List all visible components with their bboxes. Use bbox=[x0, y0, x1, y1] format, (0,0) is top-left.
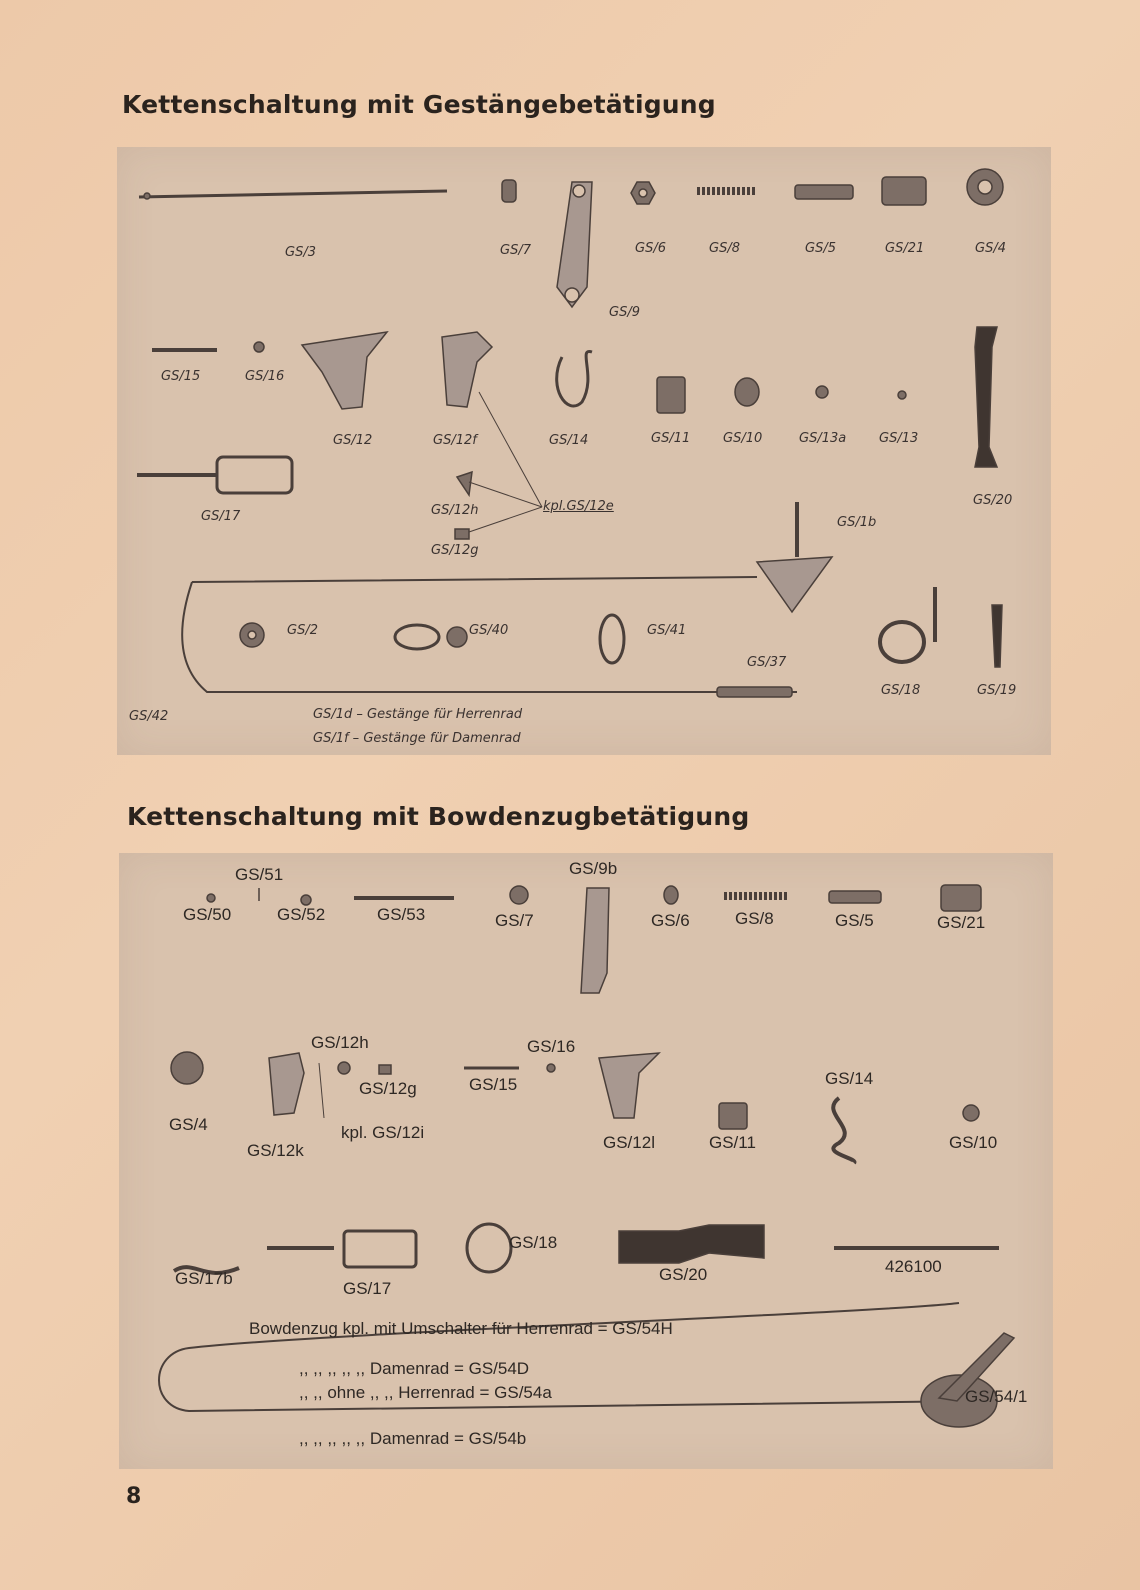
parts-illustration-bowdenzug bbox=[119, 853, 1053, 1469]
part-label: GS/12f bbox=[433, 433, 477, 448]
part-label: GS/4 bbox=[975, 241, 1006, 256]
part-label: GS/21 bbox=[937, 913, 986, 932]
part-label: GS/20 bbox=[973, 493, 1013, 508]
part-label: GS/15 bbox=[469, 1075, 518, 1094]
note-line: GS/1f – Gestänge für Damenrad bbox=[313, 731, 521, 746]
part-label: GS/13 bbox=[879, 431, 919, 446]
section-title-bowdenzug: Kettenschaltung mit Bowdenzugbetätigung bbox=[127, 802, 750, 831]
parts-panel-bowdenzug bbox=[119, 853, 1053, 1469]
note-line: GS/1d – Gestänge für Herrenrad bbox=[313, 707, 523, 722]
part-label: GS/1b bbox=[837, 515, 877, 530]
part-label: GS/8 bbox=[735, 909, 774, 928]
part-label: GS/11 bbox=[709, 1133, 756, 1152]
part-label: GS/5 bbox=[805, 241, 836, 256]
part-label: GS/40 bbox=[469, 623, 509, 638]
parts-illustration-gestaenge bbox=[117, 147, 1051, 755]
part-label: GS/7 bbox=[500, 243, 531, 258]
part-label: GS/15 bbox=[161, 369, 201, 384]
part-label: 426100 bbox=[885, 1257, 942, 1276]
part-label: GS/14 bbox=[825, 1069, 874, 1088]
part-label: GS/51 bbox=[235, 865, 284, 884]
part-label: GS/2 bbox=[287, 623, 318, 638]
part-label: GS/14 bbox=[549, 433, 589, 448]
part-label: GS/19 bbox=[977, 683, 1017, 698]
part-label: GS/52 bbox=[277, 905, 326, 924]
part-label: GS/50 bbox=[183, 905, 232, 924]
part-label: GS/37 bbox=[747, 655, 787, 670]
section-title-gestaenge: Kettenschaltung mit Gestängebetätigung bbox=[122, 90, 716, 119]
part-label: GS/16 bbox=[527, 1037, 576, 1056]
part-label: GS/12h bbox=[311, 1033, 369, 1052]
part-label: GS/20 bbox=[659, 1265, 708, 1284]
part-label: GS/10 bbox=[949, 1133, 998, 1152]
part-label: GS/17 bbox=[343, 1279, 392, 1298]
parts-panel-gestaenge bbox=[117, 147, 1051, 755]
part-label: GS/53 bbox=[377, 905, 426, 924]
part-label: GS/4 bbox=[169, 1115, 208, 1134]
part-label: GS/12l bbox=[603, 1133, 655, 1152]
part-label: GS/10 bbox=[723, 431, 763, 446]
part-label: GS/21 bbox=[885, 241, 925, 256]
part-label: GS/13a bbox=[799, 431, 847, 446]
part-label: GS/41 bbox=[647, 623, 687, 638]
part-label: GS/9 bbox=[609, 305, 640, 320]
part-label: GS/12k bbox=[247, 1141, 304, 1160]
part-label: GS/8 bbox=[709, 241, 740, 256]
bowden-line: ,, ,, ohne ,, ,, Herrenrad = GS/54a bbox=[299, 1383, 552, 1402]
part-label: GS/16 bbox=[245, 369, 285, 384]
page-number: 8 bbox=[126, 1484, 142, 1509]
part-label: kpl.GS/12e bbox=[543, 499, 614, 514]
part-label: GS/12g bbox=[431, 543, 479, 558]
part-label: GS/17 bbox=[201, 509, 241, 524]
part-label: GS/3 bbox=[285, 245, 316, 260]
part-label: GS/11 bbox=[651, 431, 691, 446]
part-label: GS/18 bbox=[509, 1233, 558, 1252]
part-label: GS/54/1 bbox=[965, 1387, 1028, 1406]
bowden-line: ,, ,, ,, ,, ,, Damenrad = GS/54b bbox=[299, 1429, 527, 1448]
part-label: GS/42 bbox=[129, 709, 169, 724]
part-label: GS/17b bbox=[175, 1269, 233, 1288]
part-label: GS/18 bbox=[881, 683, 921, 698]
part-label: GS/12g bbox=[359, 1079, 417, 1098]
part-label: GS/12h bbox=[431, 503, 479, 518]
part-label: kpl. GS/12i bbox=[341, 1123, 425, 1142]
part-label: GS/7 bbox=[495, 911, 534, 930]
part-label: GS/6 bbox=[651, 911, 690, 930]
part-label: GS/6 bbox=[635, 241, 666, 256]
bowden-line: Bowdenzug kpl. mit Umschalter für Herrenrad = GS/54H bbox=[249, 1319, 673, 1338]
bowden-line: ,, ,, ,, ,, ,, Damenrad = GS/54D bbox=[299, 1359, 530, 1378]
part-label: GS/12 bbox=[333, 433, 373, 448]
part-label: GS/9b bbox=[569, 859, 618, 878]
part-label: GS/5 bbox=[835, 911, 874, 930]
